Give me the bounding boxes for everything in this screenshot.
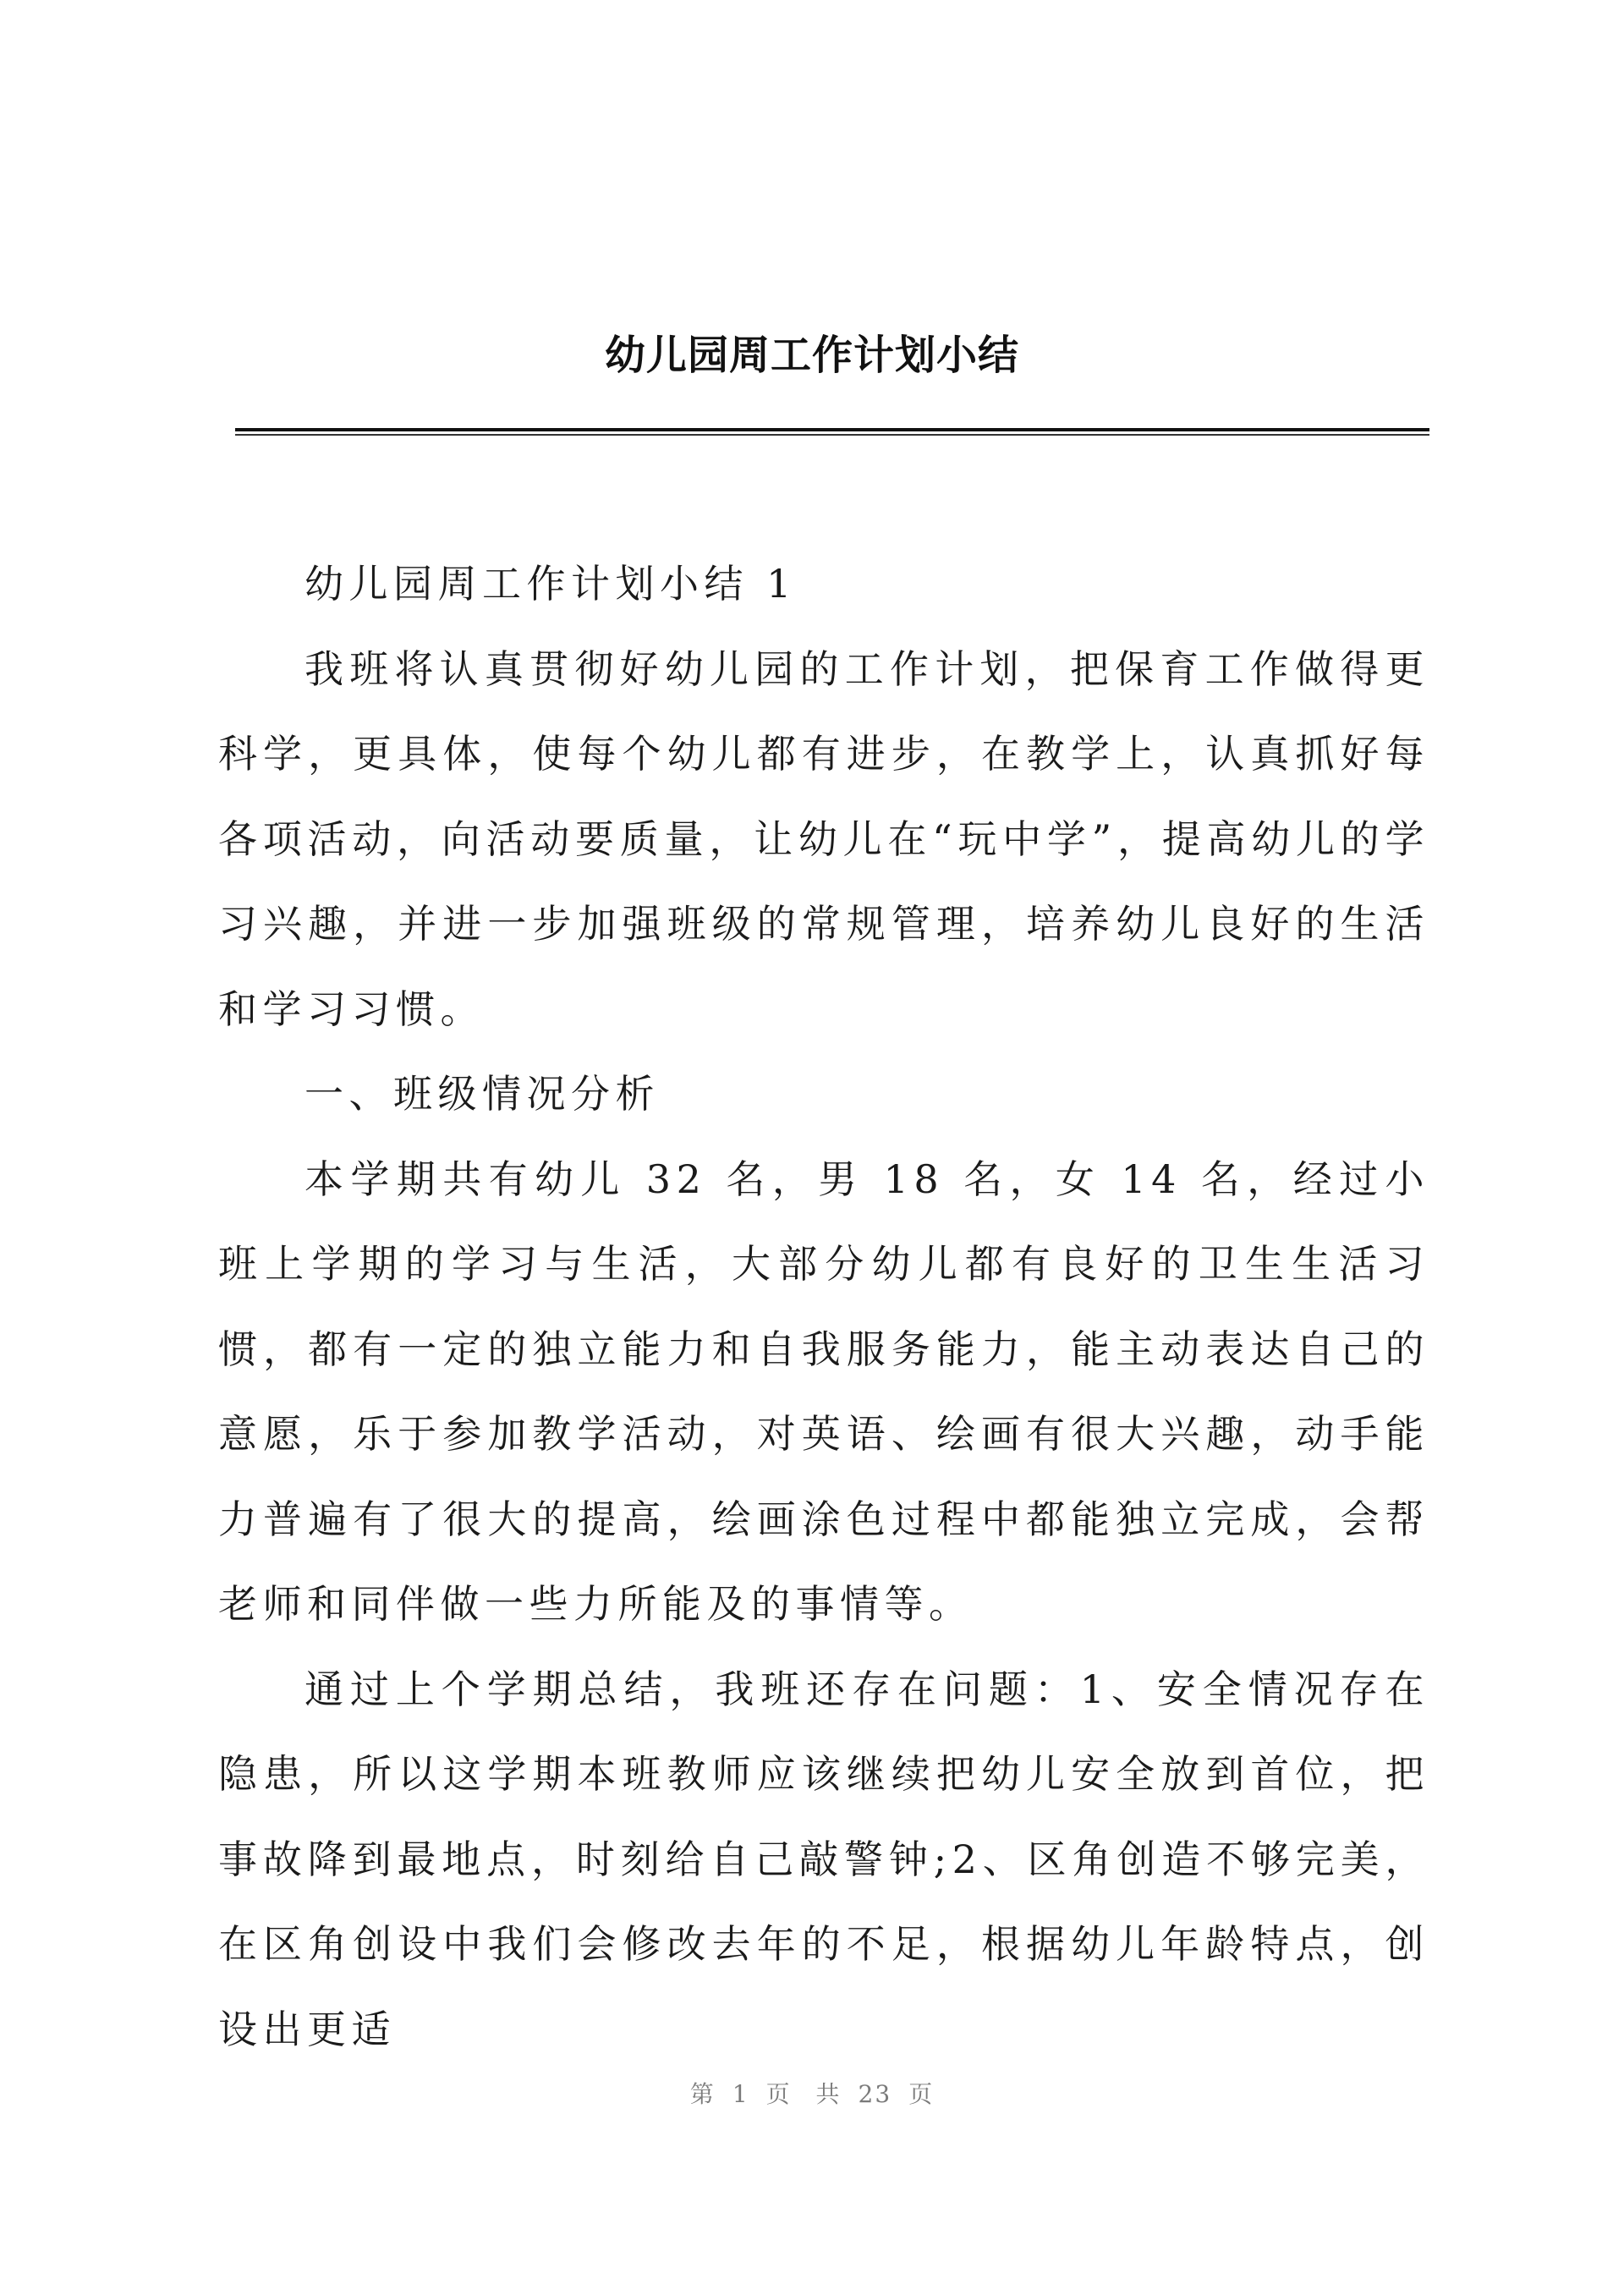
paragraph-class-stats: 本学期共有幼儿 32 名，男 18 名，女 14 名，经过小班上学期的学习与生活，大部分幼儿都有良好的卫生生活习惯，都有一定的独立能力和自我服务能力，能主动表达自己的意愿，乐于参加教学活动，对英语、绘画有很大兴趣，动手能力普遍有了很大的提高，绘画涂色过程中都能独立完成，会帮老师和同伴做一些力所能及的事情等。: [218, 1156, 1429, 1627]
rule-thick-line: [235, 428, 1429, 431]
rule-thin-line: [235, 434, 1429, 436]
footer-current-page: 1: [732, 2080, 749, 2108]
footer-middle: 页 共: [765, 2080, 842, 2108]
section-heading-1: 幼儿园周工作计划小结 1: [304, 561, 797, 607]
paragraph-problems: 通过上个学期总结，我班还存在问题：1、安全情况存在隐患，所以这学期本班教师应该继续把幼儿安全放到首位，把事故降到最地点，时刻给自己敲警钟;2、区角创造不够完美，在区角创设中我们会修改去年的不足，根据幼儿年龄特点，创设出更适: [218, 1666, 1429, 2052]
section-heading-class-analysis: 一、班级情况分析: [304, 1071, 660, 1117]
footer-suffix: 页: [908, 2080, 935, 2108]
page-footer: [0, 2079, 1624, 2110]
footer-total-pages: 23: [858, 2080, 892, 2108]
paragraph-intro: 我班将认真贯彻好幼儿园的工作计划，把保育工作做得更科学，更具体，使每个幼儿都有进步，在教学上，认真抓好每各项活动，向活动要质量，让幼儿在“玩中学”，提高幼儿的学习兴趣，并进一步加强班级的常规管理，培养幼儿良好的生活和学习习惯。: [218, 645, 1429, 1032]
document-title: 幼儿园周工作计划小结: [604, 332, 1019, 379]
footer-prefix: 第: [689, 2080, 716, 2108]
title-double-rule: [235, 428, 1429, 436]
document-body: [218, 541, 1429, 2072]
